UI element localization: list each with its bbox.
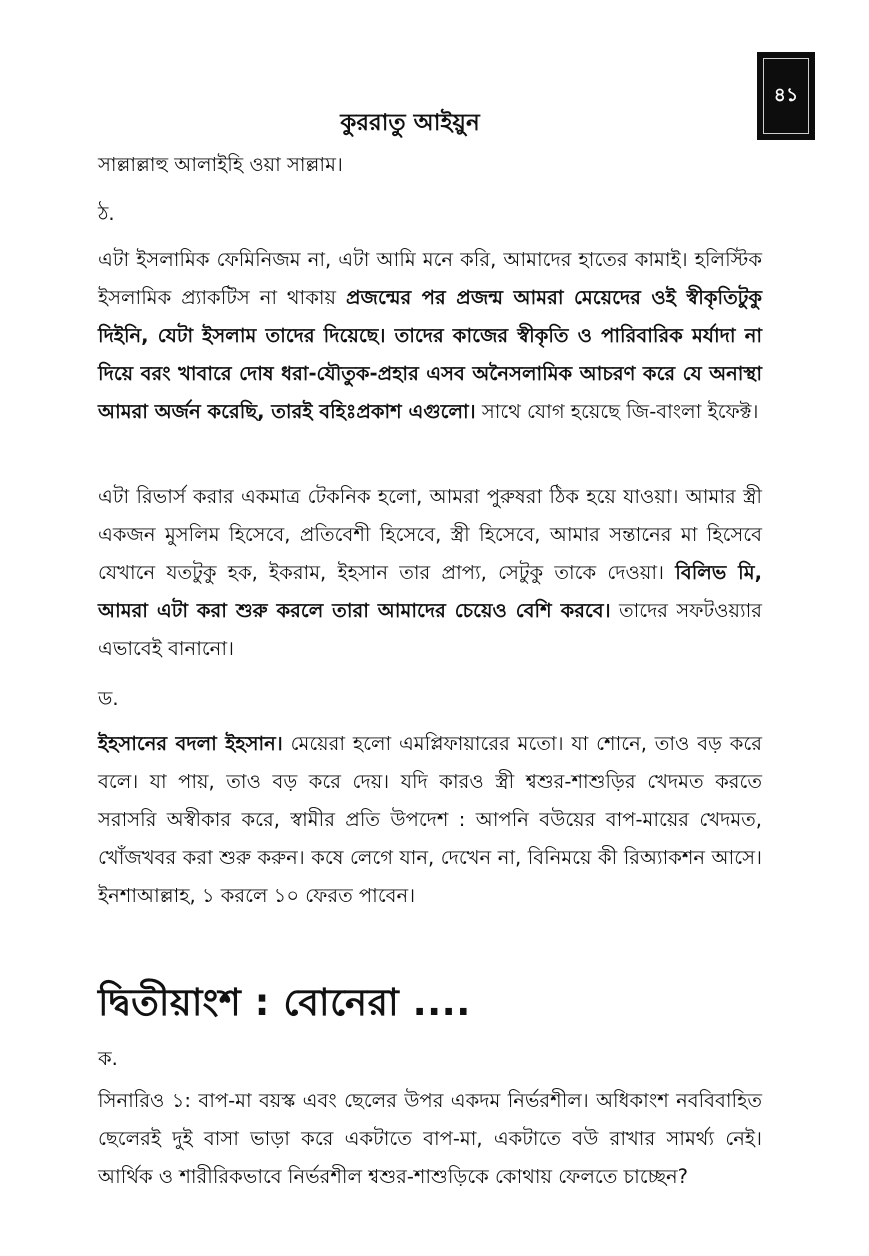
paragraph-2 — [98, 478, 762, 668]
section-marker-tha: ঠ. — [98, 202, 115, 225]
paragraph-3 — [98, 725, 762, 915]
paragraph-3-emphasis: ইহসানের বদলা ইহসান। — [98, 732, 283, 755]
page-number-box — [757, 52, 815, 140]
opening-line: সাল্লাল্লাহু আলাইহি ওয়া সাল্লাম। — [98, 153, 343, 176]
paragraph-1-emphasis: প্রজন্মের পর প্রজন্ম আমরা মেয়েদের ওই স্বীকৃতিটুকু দিইনি, যেটা ইসলাম তাদের দিয়েছে। তাদের কাজের স্বীকৃতি ও পারিবারিক মর্যাদা না দিয়ে বরং খাবারে দোষ ধরা-যৌতুক-প্রহার এসব অনৈসলামিক আচরণ করে যে অনাস্থা আমরা অর্জন করেছি, তারই বহিঃপ্রকাশ এগুলো। — [98, 286, 762, 423]
section-heading: দ্বিতীয়াংশ : বোনেরা .... — [98, 981, 471, 1024]
paragraph-3-text-b: মেয়েরা হলো এমপ্লিফায়ারের মতো। যা শোনে, তাও বড় করে বলে। যা পায়, তাও বড় করে দেয়। যদি কারও স্ত্রী শ্বশুর-শাশুড়ির খেদমত করতে সরাসরি অস্বীকার করে, স্বামীর প্রতি উপদেশ : আপনি বউয়ের বাপ-মায়ের খেদমত, খোঁজখবর করা শুরু করুন। কষে লেগে যান, দেখেন না, বিনিময়ে কী রিঅ্যাকশন আসে। ইনশাআল্লাহ, ১ করলে ১০ ফেরত পাবেন। — [98, 732, 762, 907]
section-marker-ka: ক. — [98, 1047, 118, 1070]
paragraph-1 — [98, 241, 762, 431]
paragraph-1-text-c: সাথে যোগ হয়েছে জি-বাংলা ইফেক্ট। — [475, 400, 759, 423]
page-number: ৪১ — [763, 58, 809, 134]
section-marker-da: ড. — [98, 687, 119, 710]
paragraph-2-text-a: এটা রিভার্স করার একমাত্র টেকনিক হলো, আমরা পুরুষরা ঠিক হয়ে যাওয়া। আমার স্ত্রী একজন মুসলিম হিসেবে, প্রতিবেশী হিসেবে, স্ত্রী হিসেবে, আমার সন্তানের মা হিসেবে যেখানে যতটুকু হক, ইকরাম, ইহসান তার প্রাপ্য, সেটুকু তাকে দেওয়া। — [98, 485, 762, 584]
paragraph-1-text-a: এটা ইসলামিক ফেমিনিজম না, এটা আমি মনে করি, আমাদের হাতের কামাই। হলিস্টিক ইসলামিক প্র্যাকটিস না থাকায় — [98, 248, 762, 309]
paragraph-2-emphasis: বিলিভ মি, আমরা এটা করা শুরু করলে তারা আমাদের চেয়েও বেশি করবে। — [98, 561, 762, 622]
paragraph-4: সিনারিও ১: বাপ-মা বয়স্ক এবং ছেলের উপর একদম নির্ভরশীল। অধিকাংশ নববিবাহিত ছেলেরই দুই বাসা ভাড়া করে একটাতে বাপ-মা, একটাতে বউ রাখার সামর্থ্য নেই। আর্থিক ও শারীরিকভাবে নির্ভরশীল শ্বশুর-শাশুড়িকে কোথায় ফেলতে চাচ্ছেন? — [98, 1089, 762, 1188]
running-head: কুররাতু আইয়ুন — [340, 110, 480, 136]
paragraph-2-text-c: তাদের সফটওয়্যার এভাবেই বানানো। — [98, 599, 762, 660]
